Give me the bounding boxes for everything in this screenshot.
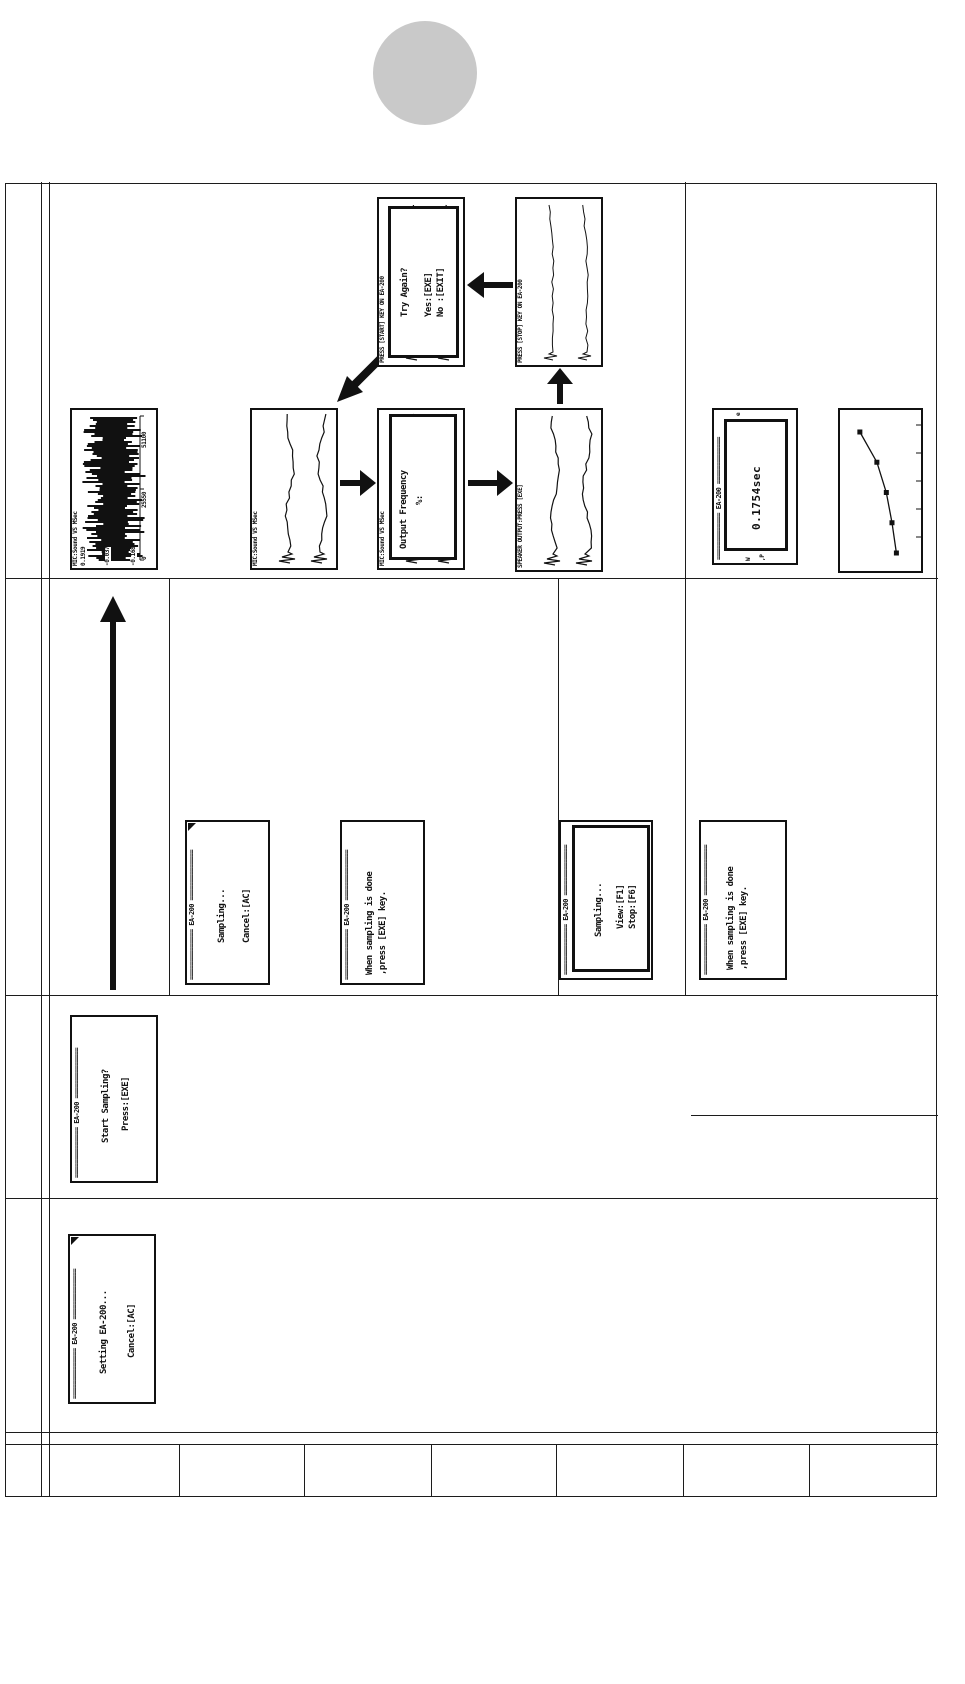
- dialog-line-2: View:[F1]: [616, 884, 626, 929]
- step-row-line-3: [431, 1445, 432, 1496]
- sampling-status-dialog: [572, 825, 650, 972]
- lcd-header: ============== EA-200 ==============: [71, 1268, 79, 1399]
- flow-row-line-3: [685, 182, 686, 996]
- lcd-caption: PRESS [START] KEY ON EA-200: [379, 276, 386, 363]
- lcd-screen-setting: [68, 1234, 156, 1404]
- lcd-screen-press-stop: [515, 197, 603, 367]
- cursor-value: 0.1919: [80, 546, 87, 566]
- lcd-screen-mic-waveform: [250, 408, 338, 570]
- header-row-line-1: [41, 182, 42, 1496]
- col-divider-b: [6, 1198, 938, 1199]
- lcd-line-2: Cancel:[AC]: [242, 888, 252, 943]
- header-row-line-2: [49, 182, 50, 1496]
- cell-divider-extra: [691, 1115, 938, 1116]
- lcd-header: ============= EA-200 =============: [715, 437, 723, 560]
- lcd-line-2: ,press [EXE] key.: [739, 886, 749, 970]
- arrow-stop-to-tryagain: [467, 272, 513, 298]
- x-tick-min: 0: [141, 556, 148, 560]
- lcd-line-2: Cancel:[AC]: [127, 1303, 137, 1358]
- col-divider-a1: [6, 1444, 938, 1445]
- lcd-line-1: Setting EA-200...: [99, 1290, 109, 1374]
- dialog-line-3: Stop:[F6]: [628, 884, 638, 929]
- result-time-dialog: [724, 419, 788, 551]
- cursor-mark: [188, 823, 196, 831]
- hidden-text-fragment-left-1: W: [745, 557, 752, 561]
- try-again-dialog: [388, 206, 459, 358]
- y-axis-value-low: -0.168: [130, 546, 137, 566]
- lcd-header: ============== EA-200 ==============: [343, 849, 351, 980]
- lcd-caption: PRESS [STOP] KEY ON EA-200: [517, 279, 524, 363]
- lcd-line-1: Sampling...: [217, 888, 227, 943]
- lcd-title: MIC:Sound VS MSec: [252, 511, 259, 566]
- x-tick-max: 51100: [141, 431, 148, 448]
- plot-chart: [840, 410, 921, 571]
- lcd-line-1: Start Sampling?: [101, 1069, 111, 1143]
- y-axis-value-mid: -0.037: [104, 546, 111, 566]
- lcd-screen-sampling-cancel: [185, 820, 270, 985]
- step-row-line-5: [683, 1445, 684, 1496]
- cursor-mark: [71, 1237, 79, 1245]
- dialog-line-1: Output Frequency: [399, 470, 409, 549]
- lcd-screen-speaker-output: [515, 408, 603, 572]
- dialog-line-2: %:: [415, 495, 425, 505]
- gray-circle: [373, 21, 477, 125]
- hidden-text-fragment-left-2: ,P: [759, 554, 766, 561]
- result-time-value: 0.1754sec: [750, 465, 763, 530]
- arrow-wave-to-freq: [340, 470, 376, 496]
- lcd-screen-plot: [838, 408, 923, 573]
- dialog-line-1: Try Again?: [400, 267, 410, 317]
- lcd-line-2: Press:[EXE]: [121, 1076, 131, 1131]
- lcd-screen-output-frequency: [377, 408, 465, 570]
- dialog-line-3: No :[EXIT]: [436, 267, 446, 317]
- lcd-header: ============== EA-200 ==============: [73, 1047, 81, 1178]
- step-row-line-1: [179, 1445, 180, 1496]
- hidden-text-fragment-right: e: [735, 412, 742, 416]
- lcd-screen-result-time: [712, 408, 798, 565]
- lcd-header: ============== EA-200 ==============: [188, 849, 196, 980]
- step-row-line-2: [304, 1445, 305, 1496]
- dialog-line-2: Yes:[EXE]: [424, 272, 434, 317]
- step-row-line-6: [809, 1445, 810, 1496]
- lcd-line-2: ,press [EXE] key.: [378, 891, 388, 975]
- arrow-speaker-to-stop: [547, 368, 573, 404]
- lcd-line-1: When sampling is done: [365, 871, 375, 975]
- flow-row-line-1: [169, 579, 170, 996]
- col-divider-d: [6, 578, 938, 579]
- col-divider-c: [6, 995, 938, 996]
- col-divider-a2: [6, 1432, 938, 1433]
- dialog-line-1: Sampling...: [594, 882, 604, 937]
- lcd-title: SPEAKER OUTPUT:PRESS [EXE]: [517, 484, 524, 568]
- lcd-title: MIC:Sound VS MSec: [72, 511, 79, 566]
- lcd-header: ============== EA-200 ==============: [702, 844, 710, 975]
- output-frequency-dialog: [389, 414, 457, 560]
- arrow-freq-to-speaker: [468, 470, 513, 496]
- lcd-screen-start-sampling: [70, 1015, 158, 1183]
- x-tick-mid: 25550: [141, 491, 148, 508]
- step-row-line-4: [556, 1445, 557, 1496]
- main-flow-arrow: [100, 596, 126, 990]
- lcd-screen-when-done-1: [340, 820, 425, 985]
- lcd-line-1: When sampling is done: [726, 866, 736, 970]
- lcd-screen-sampling-viewstop: [559, 820, 653, 980]
- lcd-screen-sound-sample: [70, 408, 158, 570]
- lcd-header: ============== EA-200 ==============: [562, 844, 570, 975]
- lcd-screen-try-again: [377, 197, 465, 367]
- lcd-screen-when-done-2: [699, 820, 787, 980]
- lcd-title: MIC:Sound VS MSec: [379, 511, 386, 566]
